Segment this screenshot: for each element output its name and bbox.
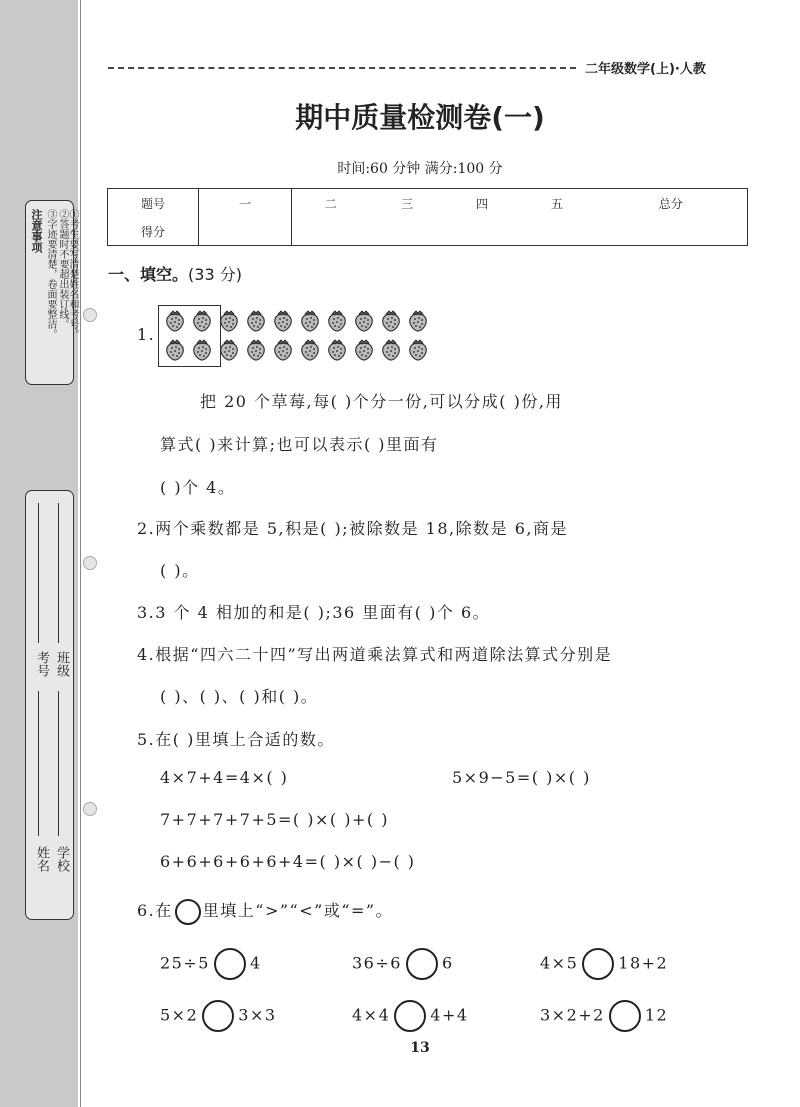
q6-line bbox=[137, 898, 393, 925]
strawberry-icon bbox=[406, 309, 430, 333]
exam-no-label: 考号 bbox=[34, 651, 49, 677]
q5-item-a: 4×7+4=4×( ) bbox=[160, 768, 289, 787]
cmp-item bbox=[540, 948, 668, 980]
q1-line-1: 把 20 个草莓,每( )个分一份,可以分成( )份,用 bbox=[200, 392, 563, 411]
q6-post: 里填上“>”“<”或“=”。 bbox=[202, 901, 394, 920]
q2-line-2: ( )。 bbox=[160, 561, 200, 580]
strawberry-icon bbox=[163, 309, 187, 333]
cmp-right: 18+2 bbox=[618, 953, 669, 973]
score-cell[interactable] bbox=[292, 217, 748, 246]
strawberry-icon bbox=[298, 309, 322, 333]
cmp-left: 36÷6 bbox=[352, 953, 402, 973]
section-heading bbox=[108, 262, 242, 285]
school-label: 学校 bbox=[54, 846, 69, 872]
strawberry-icon bbox=[379, 338, 403, 362]
notice-title: 注意事项 bbox=[30, 209, 43, 253]
student-info-box bbox=[25, 490, 74, 920]
notice-line-3: ③字迹要清楚，卷面要整洁。 bbox=[45, 209, 56, 339]
strawberry-icon bbox=[217, 338, 241, 362]
q5-line: 5.在( )里填上合适的数。 bbox=[137, 730, 335, 749]
answer-circle[interactable] bbox=[202, 1000, 234, 1032]
strawberry-icon bbox=[325, 338, 349, 362]
section-points: (33 分) bbox=[188, 265, 242, 284]
section-title: 一、填空。 bbox=[108, 265, 189, 284]
binding-hole bbox=[83, 556, 97, 570]
strawberry-icon bbox=[190, 309, 214, 333]
strawberry-icon bbox=[190, 338, 214, 362]
strawberry-icon bbox=[244, 338, 268, 362]
answer-circle[interactable] bbox=[582, 948, 614, 980]
col-5: 五 bbox=[520, 189, 595, 218]
strawberry-icon bbox=[298, 338, 322, 362]
strawberry-icon bbox=[217, 309, 241, 333]
cmp-item bbox=[352, 948, 454, 980]
school-line[interactable] bbox=[58, 691, 59, 836]
col-2: 二 bbox=[292, 189, 370, 218]
answer-circle[interactable] bbox=[214, 948, 246, 980]
cmp-right: 3×3 bbox=[238, 1005, 277, 1025]
class-label: 班级 bbox=[54, 651, 69, 677]
circle-icon bbox=[175, 899, 201, 925]
page-number: 13 bbox=[410, 1040, 430, 1056]
q5-item-c: 7+7+7+7+5=( )×( )+( ) bbox=[160, 810, 389, 829]
cmp-item bbox=[160, 948, 262, 980]
q4-line-1: 4.根据“四六二十四”写出两道乘法算式和两道除法算式分别是 bbox=[137, 645, 613, 664]
answer-circle[interactable] bbox=[406, 948, 438, 980]
exam-meta: 时间:60 分钟 满分:100 分 bbox=[337, 161, 503, 177]
q5-item-d: 6+6+6+6+6+4=( )×( )−( ) bbox=[160, 852, 416, 871]
q3-line: 3.3 个 4 相加的和是( );36 里面有( )个 6。 bbox=[137, 603, 491, 622]
score-cell[interactable] bbox=[199, 217, 292, 246]
page-title: 期中质量检测卷(一) bbox=[295, 101, 545, 134]
strawberry-icon bbox=[352, 338, 376, 362]
row-label-score: 得分 bbox=[108, 217, 199, 246]
cmp-right: 4+4 bbox=[430, 1005, 469, 1025]
col-total: 总分 bbox=[595, 189, 748, 218]
notice-line-2: ②答题时不要超出装订线。 bbox=[57, 209, 68, 329]
q1-line-3: ( )个 4。 bbox=[160, 478, 236, 497]
binding-hole bbox=[83, 308, 97, 322]
score-table bbox=[107, 188, 748, 246]
q1-line-2: 算式( )来计算;也可以表示( )里面有 bbox=[160, 435, 439, 454]
answer-circle[interactable] bbox=[394, 1000, 426, 1032]
strawberry-icon bbox=[271, 338, 295, 362]
strawberry-icon bbox=[406, 338, 430, 362]
strawberry-row-2 bbox=[163, 338, 430, 362]
series-label: 二年级数学(上)·人教 bbox=[585, 62, 706, 77]
row-label-question: 题号 bbox=[108, 189, 199, 218]
cmp-right: 6 bbox=[441, 953, 454, 973]
cmp-left: 4×5 bbox=[540, 953, 579, 973]
strawberry-icon bbox=[271, 309, 295, 333]
cmp-left: 25÷5 bbox=[160, 953, 210, 973]
col-1: 一 bbox=[199, 189, 292, 218]
header-dashed-line bbox=[108, 67, 576, 69]
q1-number: 1. bbox=[137, 325, 156, 344]
class-line[interactable] bbox=[58, 503, 59, 643]
q5-item-b: 5×9−5=( )×( ) bbox=[452, 768, 591, 787]
strawberry-icon bbox=[325, 309, 349, 333]
strawberry-icon bbox=[244, 309, 268, 333]
cmp-left: 4×4 bbox=[352, 1005, 391, 1025]
cmp-left: 3×2+2 bbox=[540, 1005, 605, 1025]
q2-line-1: 2.两个乘数都是 5,积是( );被除数是 18,除数是 6,商是 bbox=[137, 519, 568, 538]
col-3: 三 bbox=[370, 189, 445, 218]
notice-line-1: ①考生要写清楚姓名和考号。 bbox=[67, 209, 78, 339]
binding-hole bbox=[83, 802, 97, 816]
cmp-right: 12 bbox=[644, 1005, 669, 1025]
strawberry-icon bbox=[352, 309, 376, 333]
answer-circle[interactable] bbox=[609, 1000, 641, 1032]
notice-box bbox=[25, 200, 78, 385]
q6-pre: 6.在 bbox=[137, 901, 173, 920]
exam-no-line[interactable] bbox=[38, 503, 39, 643]
name-line[interactable] bbox=[38, 691, 39, 836]
name-label: 姓名 bbox=[34, 846, 49, 872]
cmp-item bbox=[540, 1000, 668, 1032]
strawberry-icon bbox=[379, 309, 403, 333]
cmp-item bbox=[352, 1000, 469, 1032]
q4-line-2: ( )、( )、( )和( )。 bbox=[160, 687, 319, 706]
cmp-left: 5×2 bbox=[160, 1005, 199, 1025]
strawberry-icon bbox=[163, 338, 187, 362]
col-4: 四 bbox=[445, 189, 520, 218]
cmp-item bbox=[160, 1000, 277, 1032]
strawberry-row-1 bbox=[163, 309, 430, 333]
cmp-right: 4 bbox=[249, 953, 262, 973]
